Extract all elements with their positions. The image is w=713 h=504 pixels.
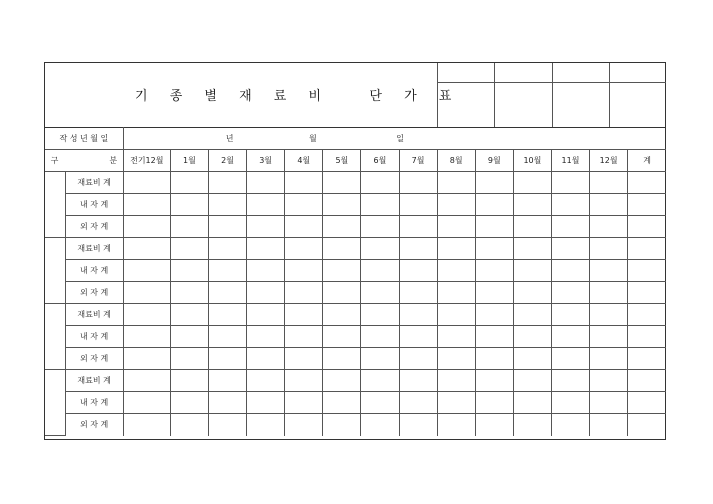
value-cell[interactable] [590,304,628,326]
signature-box[interactable] [495,83,553,127]
value-cell[interactable] [475,414,513,436]
value-cell[interactable] [123,260,170,282]
table-row [45,326,666,348]
value-cell[interactable] [437,414,475,436]
value-cell[interactable] [437,260,475,282]
value-cell[interactable] [475,238,513,260]
value-cell[interactable] [361,216,399,238]
value-cell[interactable] [361,172,399,194]
approval-box[interactable] [438,63,495,83]
value-cell[interactable] [437,370,475,392]
approval-box[interactable] [553,63,610,83]
value-cell[interactable] [247,282,285,304]
value-cell[interactable] [247,216,285,238]
date-field[interactable] [123,128,666,150]
value-cell[interactable] [513,304,551,326]
col-month: 2월 [208,150,246,172]
signature-box[interactable] [610,83,666,127]
row-label: 내 자 계 [65,260,123,282]
table-row [45,194,666,216]
value-cell[interactable] [208,194,246,216]
col-prev: 전기12월 [123,150,170,172]
value-cell[interactable] [551,172,589,194]
value-cell[interactable] [513,194,551,216]
value-cell[interactable] [323,282,361,304]
value-cell[interactable] [399,238,437,260]
value-cell[interactable] [247,370,285,392]
value-cell[interactable] [208,370,246,392]
model-cell[interactable] [45,172,65,238]
value-cell[interactable] [513,348,551,370]
value-cell[interactable] [323,194,361,216]
value-cell[interactable] [123,304,170,326]
row-label: 내 자 계 [65,194,123,216]
value-cell[interactable] [285,414,323,436]
value-cell[interactable] [475,216,513,238]
value-cell[interactable] [475,260,513,282]
value-cell[interactable] [247,260,285,282]
table-row [45,392,666,414]
value-cell[interactable] [437,392,475,414]
value-cell[interactable] [513,282,551,304]
value-cell[interactable] [628,238,666,260]
month-label: 월 [309,134,317,143]
value-cell[interactable] [123,348,170,370]
value-cell[interactable] [551,282,589,304]
value-cell[interactable] [513,326,551,348]
value-cell[interactable] [323,326,361,348]
row-label: 외 자 계 [65,414,123,436]
value-cell[interactable] [285,304,323,326]
value-cell[interactable] [399,282,437,304]
value-cell[interactable] [247,172,285,194]
value-cell[interactable] [247,392,285,414]
value-cell[interactable] [323,172,361,194]
value-cell[interactable] [323,370,361,392]
value-cell[interactable] [170,348,208,370]
value-cell[interactable] [123,216,170,238]
table-row [45,172,666,194]
value-cell[interactable] [399,194,437,216]
value-cell[interactable] [590,326,628,348]
value-cell[interactable] [170,370,208,392]
date-label: 작 성 년 월 일 [45,128,123,150]
value-cell[interactable] [590,348,628,370]
value-cell[interactable] [513,260,551,282]
value-cell[interactable] [208,282,246,304]
year-label: 년 [225,134,234,143]
category-gu: 구 [50,156,59,165]
value-cell[interactable] [285,216,323,238]
value-cell[interactable] [513,238,551,260]
value-cell[interactable] [170,194,208,216]
row-label: 외 자 계 [65,282,123,304]
value-cell[interactable] [437,216,475,238]
value-cell[interactable] [437,172,475,194]
value-cell[interactable] [475,282,513,304]
table-row [45,216,666,238]
row-label: 재료비 계 [65,238,123,260]
value-cell[interactable] [208,348,246,370]
value-cell[interactable] [590,194,628,216]
value-cell[interactable] [475,194,513,216]
value-cell[interactable] [551,370,589,392]
value-cell[interactable] [123,194,170,216]
value-cell[interactable] [170,326,208,348]
value-cell[interactable] [247,194,285,216]
value-cell[interactable] [285,348,323,370]
table-row [45,414,666,436]
value-cell[interactable] [399,392,437,414]
value-cell[interactable] [399,216,437,238]
value-cell[interactable] [628,392,666,414]
value-cell[interactable] [361,260,399,282]
value-cell[interactable] [590,216,628,238]
value-cell[interactable] [475,326,513,348]
value-cell[interactable] [208,392,246,414]
value-cell[interactable] [628,304,666,326]
value-cell[interactable] [475,304,513,326]
value-cell[interactable] [170,238,208,260]
value-cell[interactable] [123,370,170,392]
col-month: 11월 [551,150,589,172]
value-cell[interactable] [399,326,437,348]
value-cell[interactable] [247,348,285,370]
row-label: 외 자 계 [65,216,123,238]
value-cell[interactable] [170,260,208,282]
value-cell[interactable] [437,326,475,348]
value-cell[interactable] [170,216,208,238]
value-cell[interactable] [399,414,437,436]
value-cell[interactable] [551,392,589,414]
value-cell[interactable] [170,304,208,326]
table-row [45,282,666,304]
value-cell[interactable] [437,282,475,304]
value-cell[interactable] [247,238,285,260]
value-cell[interactable] [123,392,170,414]
col-month: 12월 [590,150,628,172]
value-cell[interactable] [628,260,666,282]
value-cell[interactable] [437,194,475,216]
value-cell[interactable] [513,172,551,194]
model-cell[interactable] [45,238,65,304]
value-cell[interactable] [628,326,666,348]
col-total: 계 [628,150,666,172]
value-cell[interactable] [123,326,170,348]
value-cell[interactable] [513,370,551,392]
value-cell[interactable] [123,172,170,194]
value-cell[interactable] [361,194,399,216]
approval-box[interactable] [495,63,553,83]
value-cell[interactable] [170,414,208,436]
value-cell[interactable] [123,282,170,304]
value-cell[interactable] [323,260,361,282]
value-cell[interactable] [399,370,437,392]
value-cell[interactable] [361,326,399,348]
row-label: 재료비 계 [65,304,123,326]
signature-box[interactable] [438,83,495,127]
value-cell[interactable] [123,238,170,260]
title-box [45,63,461,127]
col-month: 9월 [475,150,513,172]
col-month: 6월 [361,150,399,172]
form-frame [44,62,666,440]
value-cell[interactable] [590,370,628,392]
value-cell[interactable] [123,414,170,436]
value-cell[interactable] [208,238,246,260]
value-cell[interactable] [323,348,361,370]
value-cell[interactable] [361,282,399,304]
value-cell[interactable] [323,304,361,326]
table-row [45,238,666,260]
col-month: 7월 [399,150,437,172]
value-cell[interactable] [475,348,513,370]
value-cell[interactable] [551,238,589,260]
value-cell[interactable] [170,392,208,414]
table-row [45,370,666,392]
value-cell[interactable] [247,414,285,436]
value-cell[interactable] [247,304,285,326]
model-cell[interactable] [45,304,65,370]
value-cell[interactable] [551,414,589,436]
value-cell[interactable] [551,304,589,326]
value-cell[interactable] [323,414,361,436]
value-cell[interactable] [475,172,513,194]
col-month: 8월 [437,150,475,172]
value-cell[interactable] [628,370,666,392]
approval-box[interactable] [610,63,666,83]
value-cell[interactable] [285,326,323,348]
value-cell[interactable] [399,348,437,370]
value-cell[interactable] [551,194,589,216]
value-cell[interactable] [323,392,361,414]
value-cell[interactable] [475,370,513,392]
value-cell[interactable] [590,172,628,194]
value-cell[interactable] [285,194,323,216]
col-month: 1월 [170,150,208,172]
value-cell[interactable] [437,304,475,326]
value-cell[interactable] [551,348,589,370]
value-cell[interactable] [628,414,666,436]
row-label: 재료비 계 [65,370,123,392]
value-cell[interactable] [208,326,246,348]
value-cell[interactable] [247,326,285,348]
value-cell[interactable] [590,414,628,436]
value-cell[interactable] [323,216,361,238]
value-cell[interactable] [590,282,628,304]
col-month: 10월 [513,150,551,172]
value-cell[interactable] [628,348,666,370]
value-cell[interactable] [208,414,246,436]
value-cell[interactable] [208,172,246,194]
value-cell[interactable] [437,348,475,370]
category-bun: 분 [109,156,118,165]
value-cell[interactable] [590,260,628,282]
value-cell[interactable] [590,238,628,260]
value-cell[interactable] [208,260,246,282]
value-cell[interactable] [513,216,551,238]
row-label: 내 자 계 [65,392,123,414]
value-cell[interactable] [399,304,437,326]
value-cell[interactable] [285,370,323,392]
value-cell[interactable] [551,216,589,238]
value-cell[interactable] [285,282,323,304]
signature-box[interactable] [553,83,610,127]
table-row [45,348,666,370]
col-month: 5월 [323,150,361,172]
model-cell[interactable] [45,370,65,436]
value-cell[interactable] [628,282,666,304]
value-cell[interactable] [399,172,437,194]
value-cell[interactable] [361,392,399,414]
value-cell[interactable] [323,238,361,260]
table-row [45,260,666,282]
value-cell[interactable] [628,216,666,238]
value-cell[interactable] [590,392,628,414]
value-cell[interactable] [285,260,323,282]
row-label: 재료비 계 [65,172,123,194]
col-month: 3월 [247,150,285,172]
value-cell[interactable] [361,304,399,326]
value-cell[interactable] [361,414,399,436]
value-cell[interactable] [361,238,399,260]
cost-table [45,127,666,436]
col-month: 4월 [285,150,323,172]
value-cell[interactable] [208,216,246,238]
row-label: 내 자 계 [65,326,123,348]
value-cell[interactable] [551,326,589,348]
value-cell[interactable] [170,172,208,194]
value-cell[interactable] [475,392,513,414]
category-header [45,150,123,172]
value-cell[interactable] [399,260,437,282]
value-cell[interactable] [361,348,399,370]
form-title: 기 종 별 재 료 비 단 가 표 [135,89,461,104]
value-cell[interactable] [285,238,323,260]
value-cell[interactable] [628,194,666,216]
value-cell[interactable] [513,392,551,414]
value-cell[interactable] [551,260,589,282]
value-cell[interactable] [628,172,666,194]
value-cell[interactable] [513,414,551,436]
day-label: 일 [396,134,405,143]
row-label: 외 자 계 [65,348,123,370]
value-cell[interactable] [437,238,475,260]
value-cell[interactable] [170,282,208,304]
value-cell[interactable] [361,370,399,392]
value-cell[interactable] [285,172,323,194]
value-cell[interactable] [285,392,323,414]
value-cell[interactable] [208,304,246,326]
table-row [45,304,666,326]
